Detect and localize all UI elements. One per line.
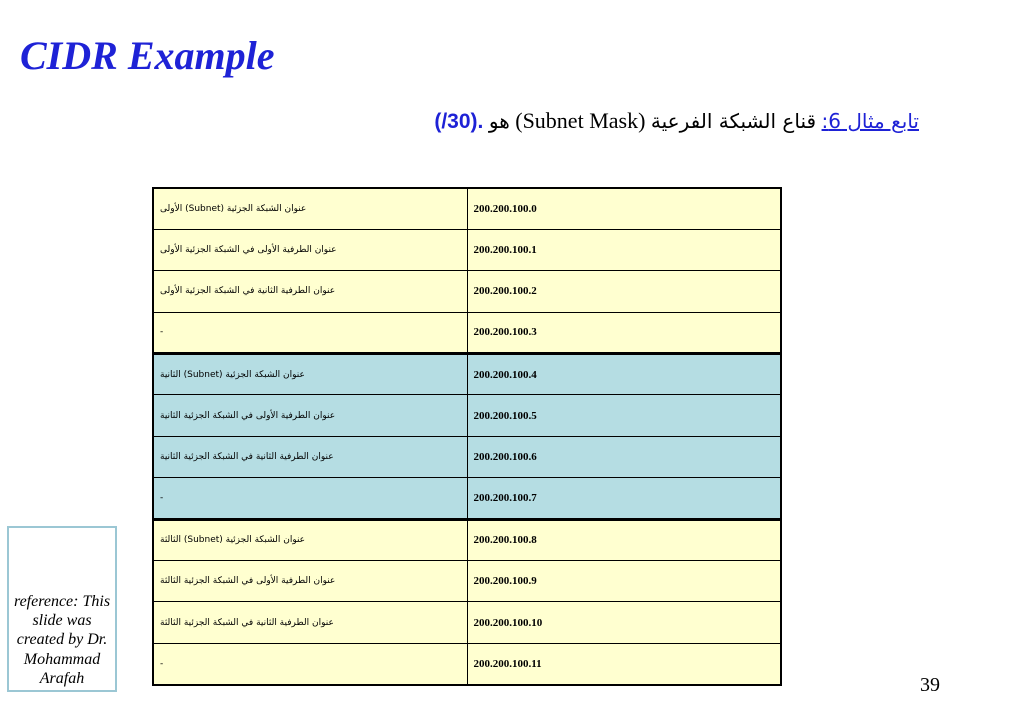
row-description: عنوان الطرفية الثانية في الشبكة الجزئية الأولى <box>153 271 467 312</box>
row-description: - <box>153 312 467 353</box>
row-address: 200.200.100.7 <box>467 478 781 519</box>
row-address: 200.200.100.10 <box>467 602 781 643</box>
row-address: 200.200.100.11 <box>467 643 781 684</box>
table-row <box>153 561 781 602</box>
row-description: عنوان الطرفية الثانية في الشبكة الجزئية الثانية <box>153 436 467 477</box>
row-description: - <box>153 478 467 519</box>
table-row <box>153 478 781 519</box>
row-description: عنوان الشبكة الجزئية (Subnet) الثالثة <box>153 519 467 560</box>
reference-text: reference: This slide was created by Dr. Mohammad Arafah <box>13 593 111 687</box>
table-row <box>153 602 781 643</box>
subtitle-connector: هو <box>488 109 510 133</box>
row-description: عنوان الطرفية الأولى في الشبكة الجزئية الثالثة <box>153 561 467 602</box>
row-address: 200.200.100.8 <box>467 519 781 560</box>
subnet-table <box>152 187 782 686</box>
row-address: 200.200.100.4 <box>467 354 781 395</box>
table-row <box>153 436 781 477</box>
subtitle-prefix-length: (/30). <box>434 110 484 133</box>
table-row <box>153 519 781 560</box>
row-description: - <box>153 643 467 684</box>
page-number: 39 <box>920 674 940 696</box>
slide-title: CIDR Example <box>20 33 275 78</box>
row-description: عنوان الشبكة الجزئية (Subnet) الثانية <box>153 354 467 395</box>
row-description: عنوان الطرفية الأولى في الشبكة الجزئية الأولى <box>153 229 467 270</box>
row-address: 200.200.100.3 <box>467 312 781 353</box>
row-description: عنوان الطرفية الأولى في الشبكة الجزئية الثانية <box>153 395 467 436</box>
table-row <box>153 395 781 436</box>
table-row <box>153 643 781 684</box>
row-address: 200.200.100.0 <box>467 188 781 229</box>
row-address: 200.200.100.2 <box>467 271 781 312</box>
subtitle-arabic-text: قناع الشبكة الفرعية <box>650 109 817 133</box>
table-row <box>153 312 781 353</box>
reference-note <box>7 526 117 692</box>
table-row <box>153 354 781 395</box>
row-address: 200.200.100.9 <box>467 561 781 602</box>
row-address: 200.200.100.5 <box>467 395 781 436</box>
slide-subtitle <box>434 108 919 134</box>
row-address: 200.200.100.1 <box>467 229 781 270</box>
subtitle-subnet-mask: (Subnet Mask) <box>515 108 646 133</box>
row-description: عنوان الطرفية الثانية في الشبكة الجزئية الثالثة <box>153 602 467 643</box>
example-link[interactable]: تابع مثال 6: <box>821 109 919 133</box>
table-row <box>153 229 781 270</box>
row-address: 200.200.100.6 <box>467 436 781 477</box>
table-row <box>153 271 781 312</box>
table-row <box>153 188 781 229</box>
row-description: عنوان الشبكة الجزئية (Subnet) الأولى <box>153 188 467 229</box>
